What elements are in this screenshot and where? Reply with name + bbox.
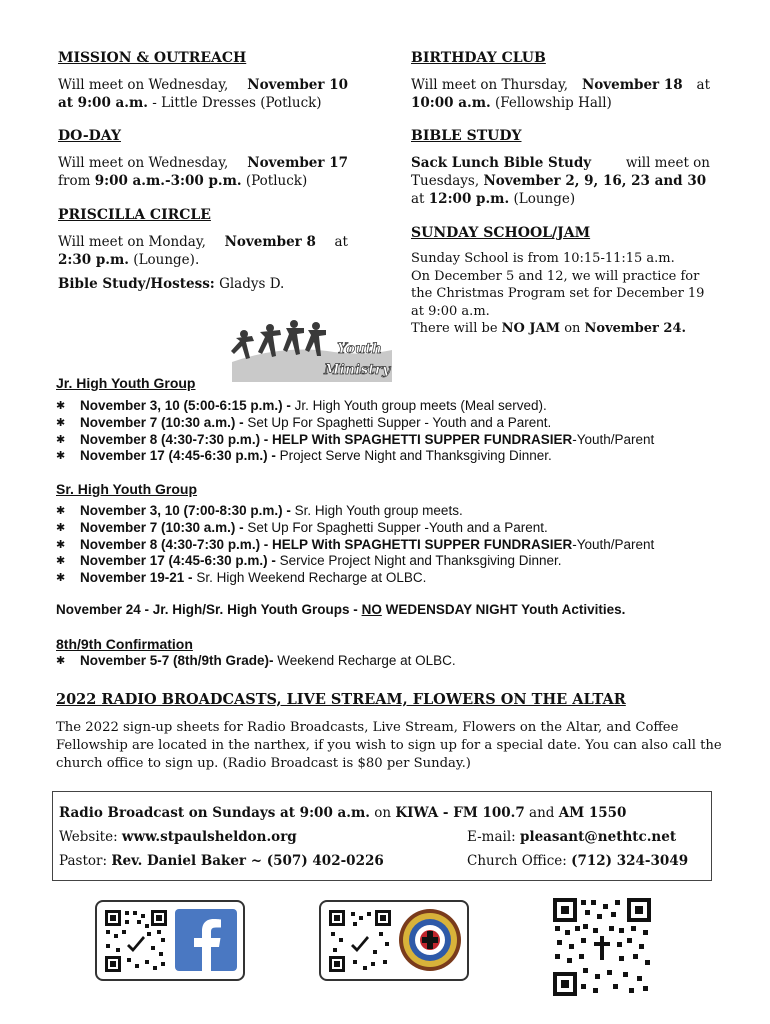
sr-high-list [56, 503, 654, 587]
list-item: ✱ November 3, 10 (5:00-6:15 p.m.) - Jr. High Youth group meets (Meal served). [56, 398, 547, 413]
logo-word-youth: Youth [337, 341, 382, 357]
list-item: ✱ November 17 (4:45-6:30 p.m.) - Service Project Night and Thanksgiving Dinner. [56, 553, 562, 569]
office-line: Church Office: (712) 324-3049 [467, 853, 689, 869]
website-line: Website: www.stpaulsheldon.org [59, 829, 297, 845]
youth-ministry-logo [224, 314, 392, 382]
email-link[interactable]: pleasant@nethtc.net [520, 829, 677, 845]
logo-word-ministry: Ministry [324, 362, 391, 378]
qr-code-icon [103, 908, 169, 974]
sunday-school-text: Sunday School is from 10:15-11:15 a.m. On December 5 and 12, we will practice for the Christmas Program set for December 19 at 9:00 a.m. There will be NO JAM on November 24. [411, 251, 705, 336]
church-seal-icon [398, 907, 462, 973]
list-item: ✱ November 7 (10:30 a.m.) - Set Up For Spaghetti Supper - Youth and a Parent. [56, 414, 552, 430]
radio-paragraph: The 2022 sign-up sheets for Radio Broadcasts, Live Stream, Flowers on the Altar, and Coffee Fellowship are located in the narthex, if you wish to sign up for a special date. You can also call the church office to sign up. (Radio Broadcast is $80 per Sunday.) [56, 720, 722, 771]
birthday-text: Will meet on Thursday, November 18 at 10:00 a.m. (Fellowship Hall) [411, 77, 710, 111]
broadcast-line: Radio Broadcast on Sundays at 9:00 a.m. on KIWA - FM 100.7 and AM 1550 [59, 805, 627, 821]
sunday-school-heading: SUNDAY SCHOOL/JAM [411, 225, 591, 241]
website-link[interactable]: www.stpaulsheldon.org [121, 829, 297, 845]
church-qr-code-icon[interactable] [553, 898, 651, 996]
jr-high-heading: Jr. High Youth Group [56, 375, 196, 391]
list-item: ✱ November 7 (10:30 a.m.) - Set Up For Spaghetti Supper -Youth and a Parent. [56, 519, 548, 535]
doday-heading: DO-DAY [58, 128, 121, 144]
confirmation-list [56, 653, 456, 670]
facebook-icon[interactable] [175, 909, 237, 971]
mission-heading: MISSION & OUTREACH [58, 50, 247, 66]
nov24-notice: November 24 - Jr. High/Sr. High Youth Groups - NO WEDENSDAY NIGHT Youth Activities. [56, 602, 626, 617]
list-item: ✱ November 3, 10 (7:00-8:30 p.m.) - Sr. High Youth group meets. [56, 503, 463, 518]
list-item: ✱ November 8 (4:30-7:30 p.m.) - HELP With SPAGHETTI SUPPER FUNDRASIER-Youth/Parent [56, 536, 655, 552]
church-seal-qr-card[interactable] [319, 900, 469, 981]
facebook-qr-card[interactable] [95, 900, 245, 981]
jr-high-list [56, 398, 654, 465]
birthday-heading: BIRTHDAY CLUB [411, 50, 546, 66]
list-item: ✱ November 5-7 (8th/9th Grade)- Weekend Recharge at OLBC. [56, 653, 456, 668]
list-item: ✱ November 19-21 - Sr. High Weekend Recharge at OLBC. [56, 570, 427, 586]
priscilla-text: Will meet on Monday, November 8 at 2:30 p.m. (Lounge). Bible Study/Hostess: Gladys D. [58, 234, 348, 292]
pastor-line: Pastor: Rev. Daniel Baker ~ (507) 402-0226 [59, 853, 384, 869]
qr-code-icon [327, 908, 393, 974]
list-item: ✱ November 17 (4:45-6:30 p.m.) - Project Serve Night and Thanksgiving Dinner. [56, 448, 552, 464]
email-line: E-mail: pleasant@nethtc.net [467, 829, 677, 845]
bible-study-heading: BIBLE STUDY [411, 128, 522, 144]
confirmation-heading: 8th/9th Confirmation [56, 636, 193, 652]
bible-study-text: Sack Lunch Bible Study will meet on Tuesdays, November 2, 9, 16, 23 and 30 at 12:00 p.m. (Lounge) [411, 155, 710, 207]
mission-text: Will meet on Wednesday, November 10 at 9:00 a.m. - Little Dresses (Potluck) [58, 77, 348, 111]
priscilla-heading: PRISCILLA CIRCLE [58, 207, 211, 223]
contact-box [52, 791, 712, 881]
radio-heading: 2022 RADIO BROADCASTS, LIVE STREAM, FLOWERS ON THE ALTAR [56, 691, 626, 708]
doday-text: Will meet on Wednesday, November 17 from 9:00 a.m.-3:00 p.m. (Potluck) [58, 155, 348, 189]
sr-high-heading: Sr. High Youth Group [56, 481, 198, 497]
list-item: ✱ November 8 (4:30-7:30 p.m.) - HELP With SPAGHETTI SUPPER FUNDRASIER-Youth/Parent [56, 431, 655, 447]
